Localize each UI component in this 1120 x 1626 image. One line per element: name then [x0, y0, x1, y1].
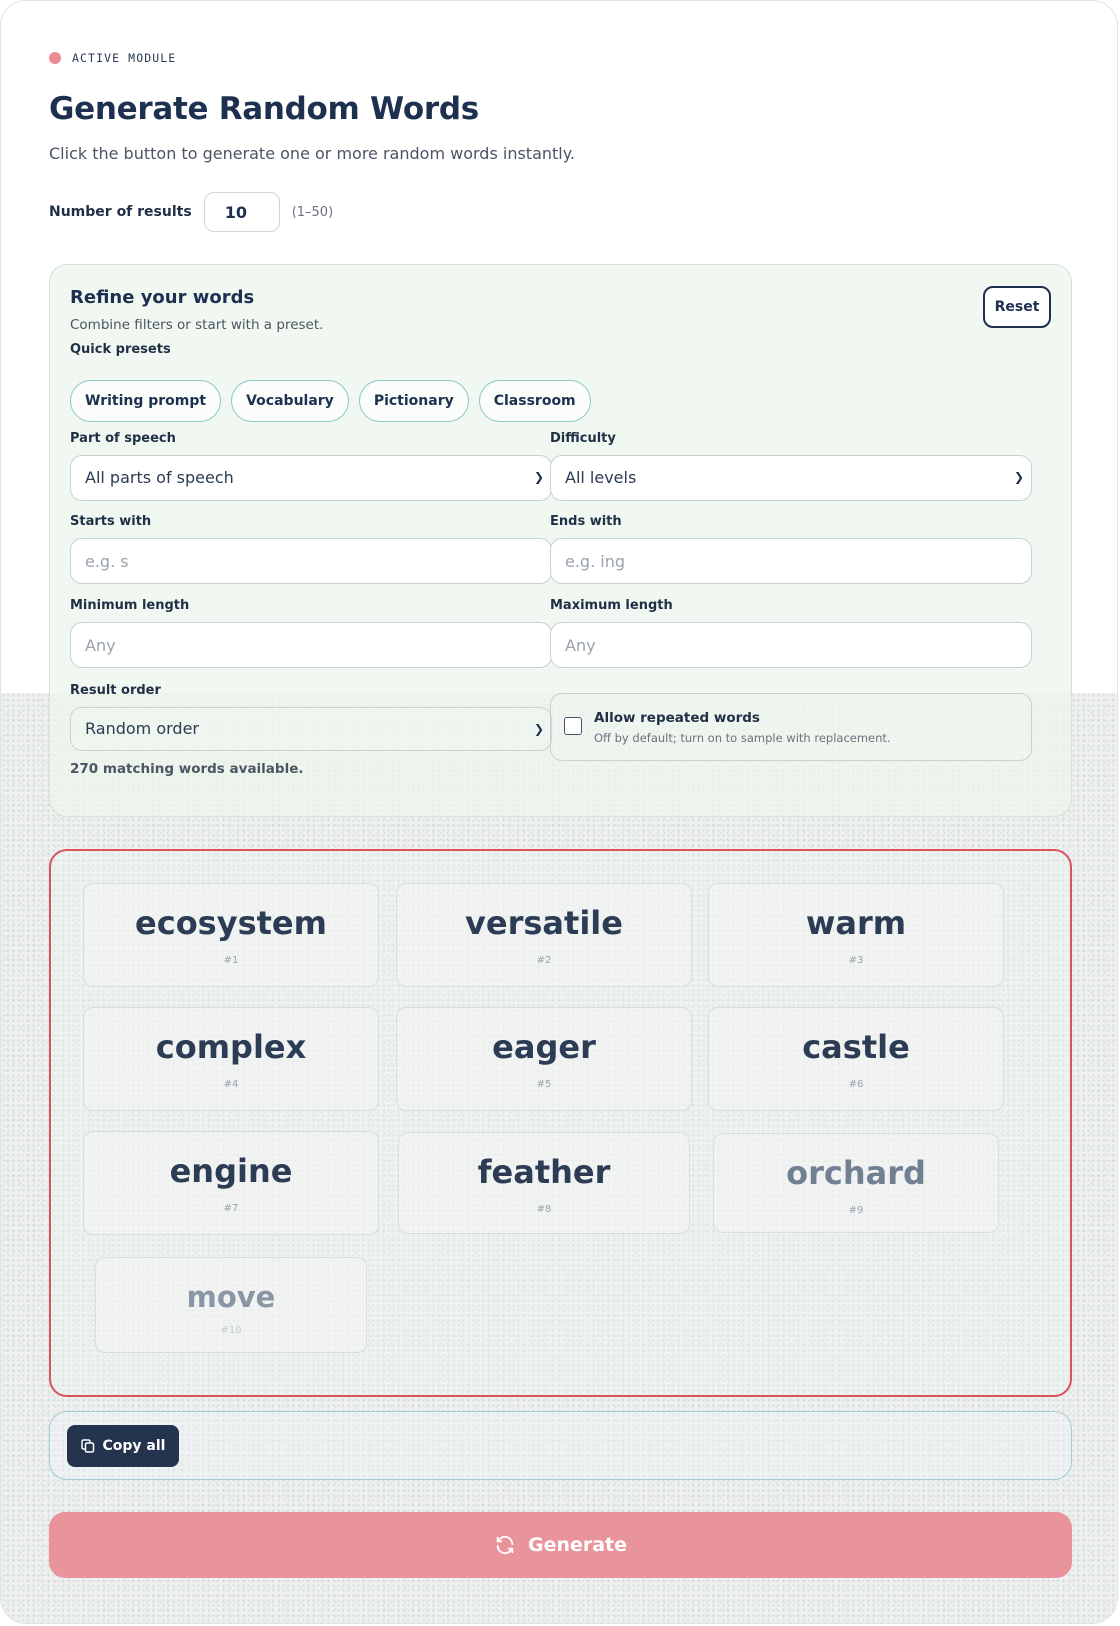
- min-length-input[interactable]: [70, 622, 552, 668]
- max-length-input[interactable]: [550, 622, 1032, 668]
- refine-title: Refine your words: [70, 287, 255, 308]
- chevron-down-icon: ❯: [534, 470, 545, 484]
- results-panel: [49, 849, 1072, 1397]
- ends-with-label: Ends with: [550, 514, 622, 529]
- starts-with-input[interactable]: [70, 538, 552, 584]
- part-of-speech-label: Part of speech: [70, 431, 176, 446]
- status-dot-icon: [49, 52, 61, 64]
- word-card[interactable]: [396, 883, 692, 987]
- preset-chips: [70, 380, 591, 422]
- result-count-input[interactable]: [204, 192, 280, 232]
- refine-panel: [49, 264, 1072, 817]
- preset-classroom[interactable]: Classroom: [479, 380, 591, 422]
- word-text: move: [186, 1280, 276, 1314]
- word-index: #1: [223, 955, 239, 966]
- difficulty-label: Difficulty: [550, 431, 616, 446]
- word-text: orchard: [786, 1154, 926, 1192]
- starts-with-label: Starts with: [70, 514, 152, 529]
- word-card[interactable]: [83, 1131, 379, 1235]
- generate-button[interactable]: [49, 1512, 1072, 1578]
- word-card[interactable]: [713, 1133, 999, 1233]
- allow-repeats-checkbox[interactable]: [564, 717, 582, 735]
- part-of-speech-select[interactable]: All parts of speech: [70, 455, 552, 501]
- word-card[interactable]: [95, 1257, 367, 1353]
- word-card[interactable]: [708, 1007, 1004, 1111]
- word-card[interactable]: [708, 883, 1004, 987]
- word-text: engine: [169, 1152, 293, 1190]
- result-order-label: Result order: [70, 683, 161, 698]
- word-index: #4: [223, 1079, 239, 1090]
- quick-presets-label: Quick presets: [70, 342, 171, 357]
- page-subtitle: Click the button to generate one or more random words instantly.: [49, 144, 575, 163]
- word-index: #3: [848, 955, 864, 966]
- copy-all-button[interactable]: [67, 1425, 179, 1467]
- word-index: #10: [220, 1325, 242, 1336]
- min-length-label: Minimum length: [70, 598, 190, 613]
- difficulty-select[interactable]: All levels: [550, 455, 1032, 501]
- preset-pictionary[interactable]: Pictionary: [359, 380, 469, 422]
- word-card[interactable]: [398, 1132, 690, 1234]
- allow-repeats-option[interactable]: [550, 693, 1032, 761]
- word-text: versatile: [465, 904, 623, 942]
- result-count-label: Number of results: [49, 204, 192, 220]
- word-text: warm: [805, 904, 907, 942]
- max-length-label: Maximum length: [550, 598, 673, 613]
- available-count: 270 matching words available.: [70, 761, 304, 777]
- word-index: #9: [848, 1205, 864, 1216]
- word-text: feather: [477, 1153, 611, 1191]
- copy-icon: [81, 1439, 95, 1453]
- allow-repeats-hint: Off by default; turn on to sample with replacement.: [594, 731, 891, 745]
- word-index: #8: [536, 1204, 552, 1215]
- word-index: #5: [536, 1079, 552, 1090]
- active-module-badge: [49, 51, 176, 65]
- word-card[interactable]: [83, 1007, 379, 1111]
- preset-writing-prompt[interactable]: Writing prompt: [70, 380, 221, 422]
- copy-all-label: Copy all: [102, 1438, 166, 1454]
- refresh-icon: [494, 1534, 516, 1556]
- word-text: castle: [802, 1028, 910, 1066]
- chevron-down-icon: ❯: [1014, 470, 1025, 484]
- ends-with-input[interactable]: [550, 538, 1032, 584]
- word-text: ecosystem: [135, 904, 327, 942]
- badge-label: ACTIVE MODULE: [72, 51, 177, 65]
- copy-toolbar: [49, 1411, 1072, 1480]
- result-count-row: [49, 191, 333, 233]
- chevron-down-icon: ❯: [534, 722, 545, 736]
- allow-repeats-label: Allow repeated words: [594, 710, 760, 726]
- refine-subtitle: Combine filters or start with a preset.: [70, 317, 324, 333]
- generate-label: Generate: [527, 1534, 628, 1556]
- word-text: complex: [155, 1028, 307, 1066]
- word-card[interactable]: [396, 1007, 692, 1111]
- word-text: eager: [492, 1028, 596, 1066]
- page-title: Generate Random Words: [49, 91, 479, 127]
- word-index: #2: [536, 955, 552, 966]
- result-order-select[interactable]: Random order: [70, 707, 552, 751]
- result-count-hint: (1–50): [291, 204, 334, 220]
- preset-vocabulary[interactable]: Vocabulary: [231, 380, 349, 422]
- word-card[interactable]: [83, 883, 379, 987]
- word-index: #6: [848, 1079, 864, 1090]
- word-index: #7: [223, 1203, 239, 1214]
- reset-button[interactable]: Reset: [983, 286, 1051, 328]
